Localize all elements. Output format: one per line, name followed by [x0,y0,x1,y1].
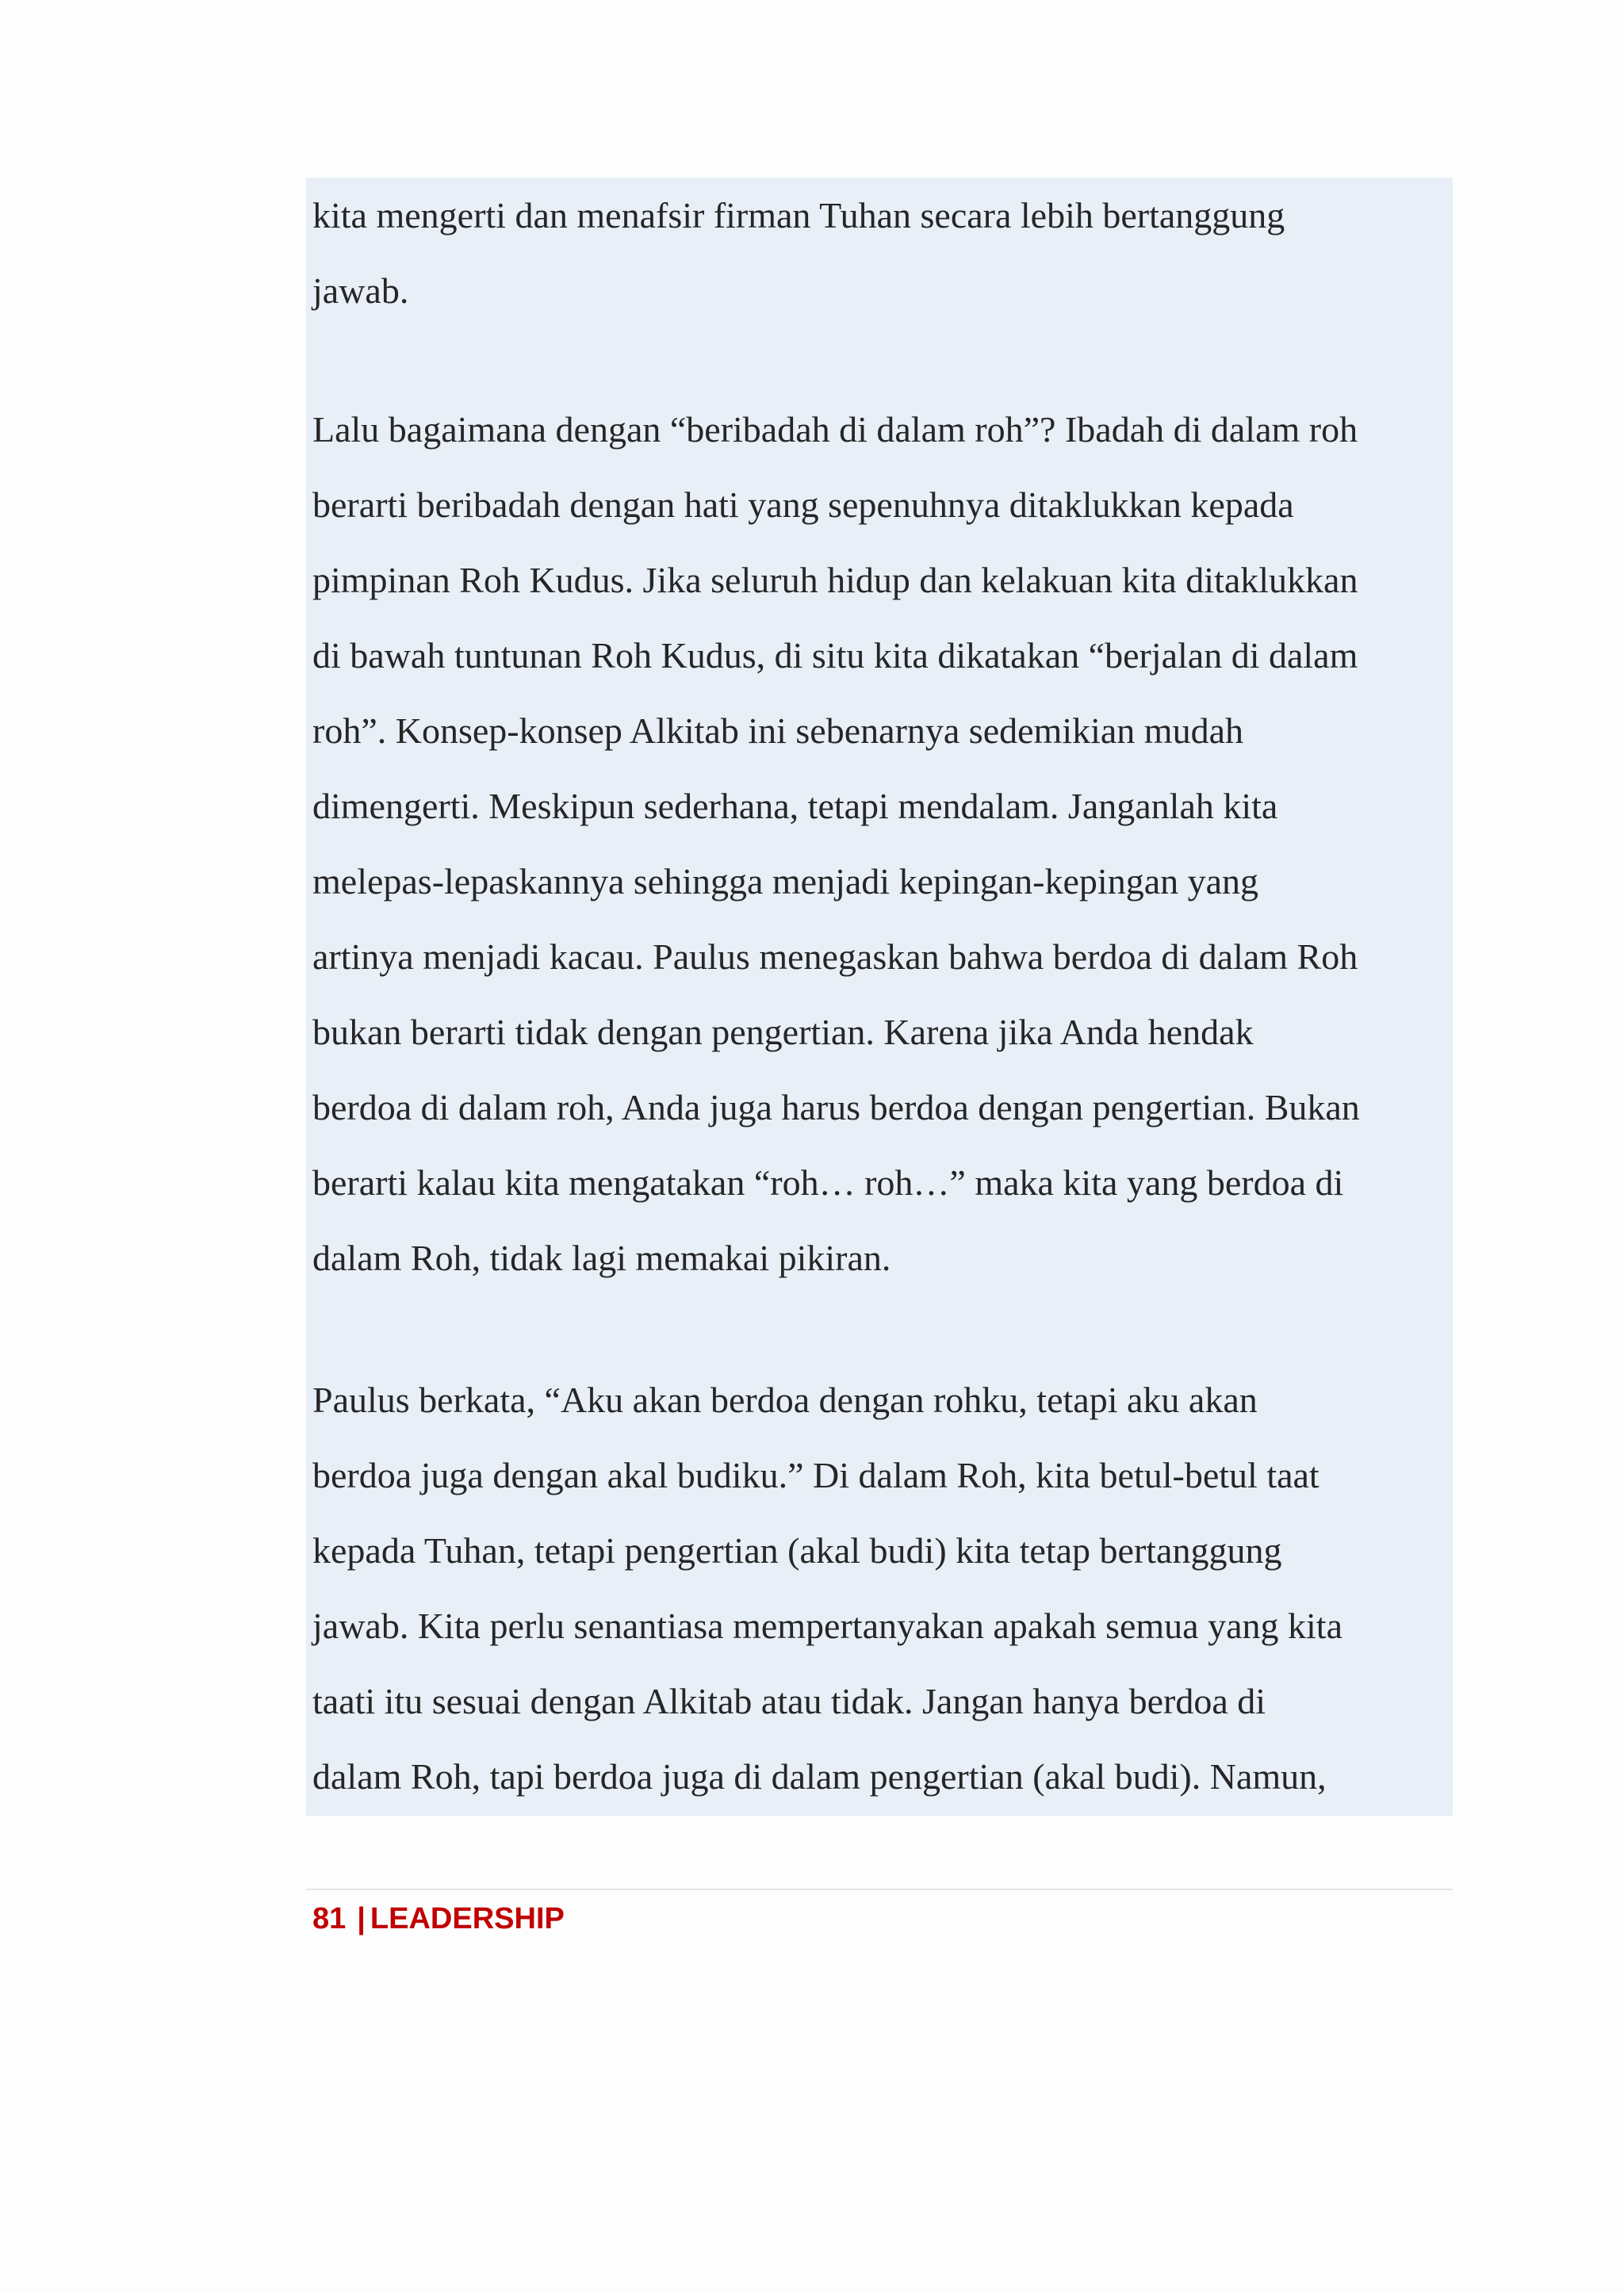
page-footer [312,1897,565,1941]
text-line: berdoa juga dengan akal budiku.” Di dalam Roh, kita betul-betul taat [312,1455,1320,1495]
text-line: dalam Roh, tidak lagi memakai pikiran. [312,1238,891,1278]
text-line: roh”. Konsep-konsep Alkitab ini sebenarnya sedemikian mudah [312,710,1243,751]
footer-separator: | [357,1902,366,1935]
text-line: taati itu sesuai dengan Alkitab atau tidak. Jangan hanya berdoa di [312,1681,1266,1721]
text-line: di bawah tuntunan Roh Kudus, di situ kita dikatakan “berjalan di dalam [312,635,1358,676]
text-line: artinya menjadi kacau. Paulus menegaskan bahwa berdoa di dalam Roh [312,936,1358,977]
text-line: kepada Tuhan, tetapi pengertian (akal budi) kita tetap bertanggung [312,1530,1282,1571]
body-text-block [306,178,1453,1816]
text-line: pimpinan Roh Kudus. Jika seluruh hidup dan kelakuan kita ditaklukkan [312,560,1358,600]
paragraph-2 [312,392,1451,1296]
paragraph-1 [312,178,1451,328]
text-line: berdoa di dalam roh, Anda juga harus berdoa dengan pengertian. Bukan [312,1087,1360,1127]
paragraph-3 [312,1362,1451,1814]
text-line: Lalu bagaimana dengan “beribadah di dalam roh”? Ibadah di dalam roh [312,409,1358,450]
text-line: jawab. [312,270,409,311]
text-line: Paulus berkata, “Aku akan berdoa dengan rohku, tetapi aku akan [312,1380,1258,1420]
text-line: berarti beribadah dengan hati yang sepenuhnya ditaklukkan kepada [312,484,1294,525]
text-line: kita mengerti dan menafsir firman Tuhan secara lebih bertanggung [312,195,1285,235]
text-line: dalam Roh, tapi berdoa juga di dalam pengertian (akal budi). Namun, [312,1756,1327,1797]
footer-divider [306,1889,1453,1890]
text-line: berarti kalau kita mengatakan “roh… roh…” maka kita yang berdoa di [312,1162,1344,1203]
text-line: jawab. Kita perlu senantiasa mempertanyakan apakah semua yang kita [312,1606,1342,1646]
page-number: 81 [312,1902,347,1935]
text-line: bukan berarti tidak dengan pengertian. Karena jika Anda hendak [312,1012,1254,1052]
section-title: LEADERSHIP [370,1902,565,1935]
text-line: melepas-lepaskannya sehingga menjadi kepingan-kepingan yang [312,861,1259,902]
text-line: dimengerti. Meskipun sederhana, tetapi mendalam. Janganlah kita [312,786,1278,826]
